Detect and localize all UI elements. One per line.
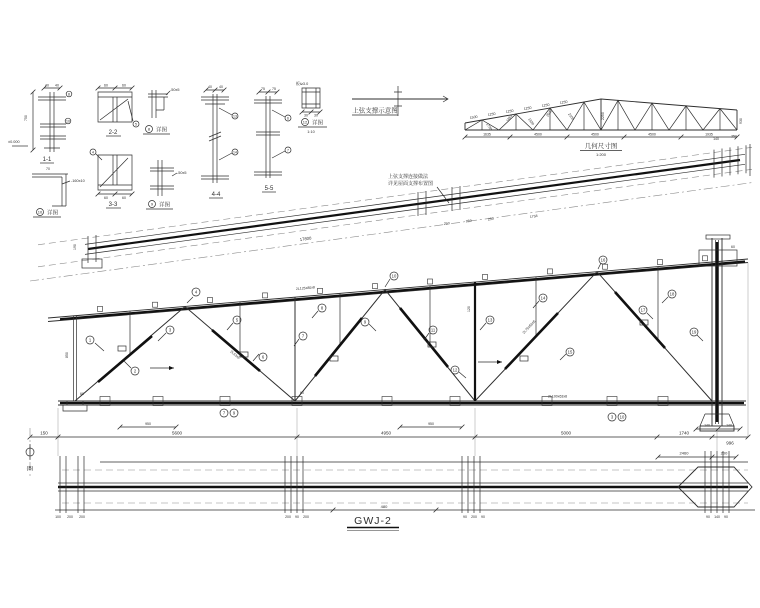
svg-text:6: 6 [261,354,265,360]
bottom-chord-plan [55,451,755,520]
geo-dim: 4500 [534,132,542,137]
svg-text:14: 14 [540,295,546,301]
dim-label: 190 [73,244,77,250]
section-label: 1-1 [42,157,52,163]
callout-word: 详图 [156,127,168,134]
dim-label: 950 [428,422,434,426]
svg-text:13: 13 [487,317,493,323]
detail-10 [32,167,85,217]
dim-label: 200 [720,450,728,456]
geo-dim: 4500 [591,132,599,137]
left-end-post [74,316,77,401]
dim-label: 40 [208,85,212,89]
detail-3-3 [90,149,134,208]
detail-8 [143,88,180,134]
dim-label: 5000 [560,430,572,436]
dim-label: 2460 [679,450,689,456]
purlin-schematic [352,86,448,116]
callout-number: 12 [302,119,308,125]
member-label: 2L63x5 [229,349,241,361]
callout-number: 5 [135,122,137,127]
dim-label: 60 [300,391,304,395]
detail-5-5 [254,87,291,192]
callout-number: 4 [92,150,94,155]
svg-text:19: 19 [691,329,697,335]
dim-label: 60 [122,196,126,200]
dim-label: 140 [713,137,719,141]
dim-label: 70 [46,167,50,171]
splice-lines [60,456,84,513]
geo-dim: 1250 [505,108,514,114]
dim-label: 60 [104,196,108,200]
svg-text:9: 9 [232,410,236,416]
purlin-caption: 上弦支撑示意图 [352,107,398,115]
geo-dim: 1500 [469,114,478,120]
dim-label: 60 [104,83,108,88]
tick-label: 90 [706,515,710,519]
section-label: 5-5 [264,186,274,192]
drawing-title: GWJ-2 [354,515,392,527]
geo-dim: 1935 [705,132,713,137]
svg-text:3: 3 [610,414,614,420]
dim-label: 140 [726,423,732,428]
member-label: 2L125x80x8 [295,285,316,291]
detail-2-2 [96,84,139,137]
axis-marker [26,428,34,476]
callout-number: 8 [68,92,70,97]
callout-word: 详图 [312,120,324,127]
svg-text:7: 7 [222,410,226,416]
detail-1-1 [8,84,72,164]
plate-label: -50x5 [177,171,187,175]
angle-members [98,289,665,382]
callout-number: 13 [233,114,237,119]
dim-label: 75 [272,87,276,91]
axis-label: (B) [26,466,34,472]
callout-number: 9 [150,201,154,207]
svg-text:4: 4 [194,289,198,295]
plate-label: -50x5 [170,88,180,92]
dim-label: 60 [731,245,735,249]
dim-label: 30 [314,113,318,118]
member-label: 2L100x63x8 [548,394,568,399]
svg-text:8: 8 [320,305,324,311]
dim-label: 4950 [380,430,392,436]
dim-label: 480 [380,504,388,509]
dim-label: 1758 [529,213,538,219]
tick-label: 200 [471,515,477,519]
svg-text:3: 3 [168,327,172,333]
svg-text:11: 11 [430,327,436,333]
plate-label: -160x10 [71,179,85,183]
dim-label: 30 [304,113,308,118]
dim-label: 140 [704,423,710,428]
geo-height: 2250 [601,112,605,120]
plate-note: 板t≥3.0 [296,82,309,86]
dim-label: 950 [145,422,151,426]
elevation-mark: ±0.000 [8,140,20,144]
dim-label: 120 [467,306,471,312]
tick-label: 90 [463,515,467,519]
dim-label: 250 [731,134,737,139]
geo-height: 930 [739,118,743,124]
dim-label: 5600 [171,430,183,436]
dim-label: 250 [443,221,450,226]
tick-label: 140 [714,515,720,519]
scale-label: 1:10 [307,130,315,134]
geo-dim: 1250 [523,105,532,111]
dim-label: 60 [122,83,126,88]
geo-web-dim: 2010 [545,108,554,118]
total-dim: 17800 [299,235,312,242]
geo-dim: 1250 [541,102,550,108]
tick-label: 90 [724,515,728,519]
detail-12 [296,81,327,134]
geo-scale: 1:200 [595,152,607,157]
callout-word: 详图 [47,210,59,217]
geo-web-dim: 1920 [527,117,535,126]
tick-label: 200 [79,515,85,519]
dim-label: 75 [261,87,265,91]
dim-label: 60 [80,392,84,396]
note-line1: 上弦支撑连接做法 [388,174,429,180]
dim-label: 40 [45,83,49,88]
callout-number: 14 [233,150,237,155]
detail-4-4 [201,85,238,198]
dim-label: 40 [219,85,223,89]
tick-label: 200 [67,515,73,519]
tick-label: 90 [481,515,485,519]
dim-label: 250 [487,216,494,222]
title-block [347,515,399,531]
geometry-diagram [463,99,743,157]
callout-number: 8 [147,126,151,132]
dim-label: 1740 [678,430,690,436]
dim-label: 750 [24,115,28,121]
svg-text:9: 9 [363,319,367,325]
geo-dim: 1250 [559,99,568,105]
tick-label: 200 [303,515,309,519]
member-label: 2L75x50x5 [521,319,537,335]
svg-text:18: 18 [669,291,675,297]
callout-word: 详图 [159,202,171,209]
svg-text:12: 12 [452,367,458,373]
dim-label: 950 [465,218,472,224]
tick-label: 90 [295,515,299,519]
detail-9 [146,160,187,209]
svg-text:10: 10 [391,273,397,279]
svg-text:10: 10 [619,414,625,420]
dim-label: 150 [40,430,48,436]
splice-lines [285,456,303,513]
section-label: 4-4 [211,192,221,198]
dim-label: 850 [65,352,69,358]
geo-caption: 几何尺寸图 [584,143,618,150]
geo-dim: 1250 [487,111,496,117]
svg-text:5: 5 [235,317,239,323]
svg-text:1: 1 [88,337,92,343]
geo-dim: 1635 [483,132,491,137]
geo-dim: 4500 [648,132,656,137]
svg-text:7: 7 [301,333,305,339]
tick-label: 200 [285,515,291,519]
svg-text:17: 17 [640,307,646,313]
note-line2: 详见屋面支撑布置图 [388,181,434,187]
geo-web-dim: 1853 [505,113,514,123]
dim-label: 40 [55,83,59,88]
tick-label: 100 [55,515,61,519]
callout-number: 7 [287,148,289,153]
callout-number: 10 [37,209,43,215]
callout-number: 10 [66,119,70,124]
callout-number: 6 [287,116,289,121]
svg-text:16: 16 [600,257,606,263]
geo-web-dim: 1790 [485,122,493,131]
section-label: 3-3 [108,202,118,208]
section-label: 2-2 [108,130,118,136]
svg-text:2: 2 [133,368,137,374]
splice-lines [462,456,480,513]
dim-label: 996 [726,440,734,446]
leader-lines [95,263,703,378]
geo-web-dim: 2105 [567,112,575,121]
svg-text:15: 15 [567,349,573,355]
